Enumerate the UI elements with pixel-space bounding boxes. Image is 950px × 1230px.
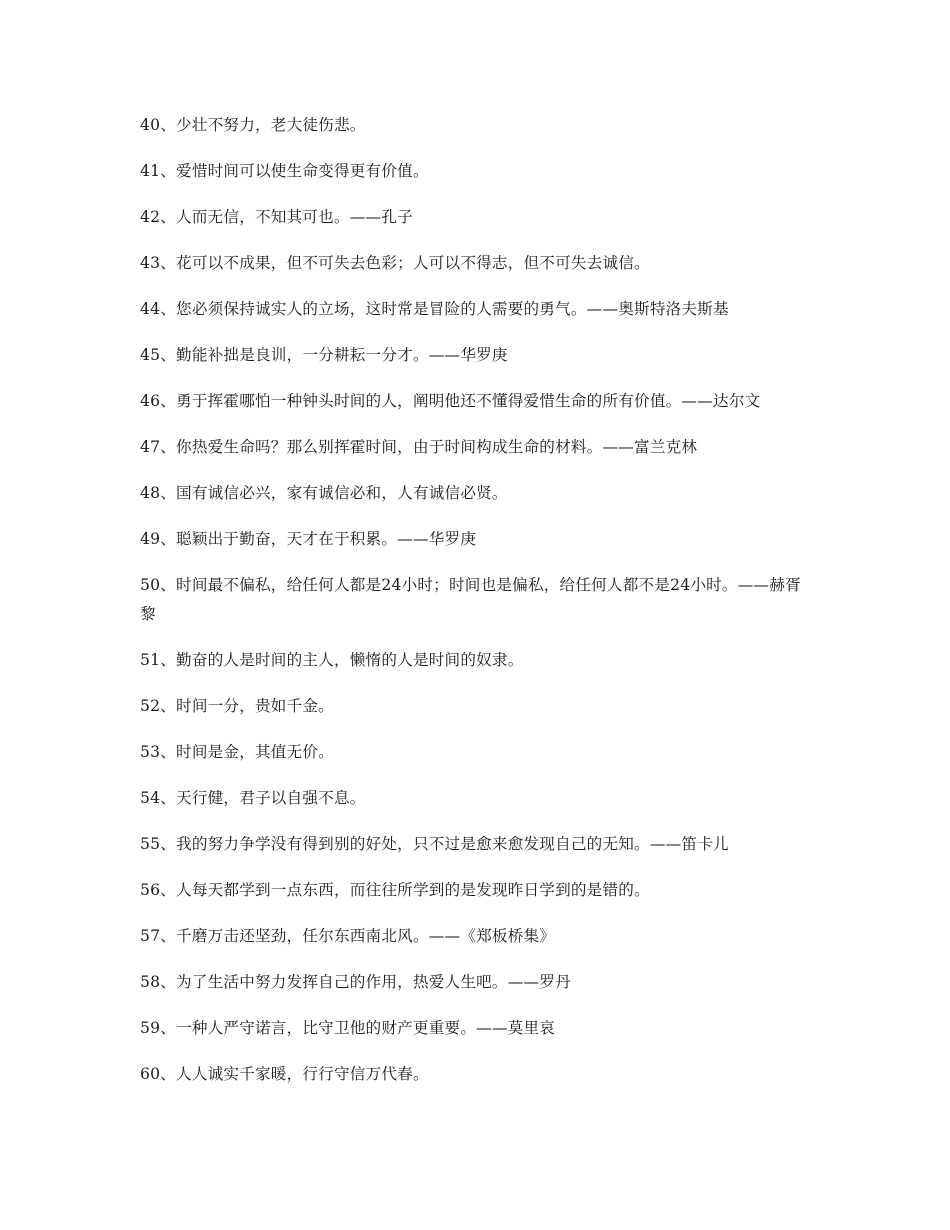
quote-line-40: 40、少壮不努力，老大徒伤悲。	[140, 116, 366, 134]
quote-line-60: 60、人人诚实千家暖，行行守信万代春。	[140, 1065, 429, 1083]
quote-line-47: 47、你热爱生命吗？那么别挥霍时间，由于时间构成生命的材料。——富兰克林	[140, 438, 698, 456]
quote-line-50: 50、时间最不偏私，给任何人都是24小时；时间也是偏私，给任何人都不是24小时。——赫胥黎	[140, 576, 801, 623]
quote-line-49: 49、聪颖出于勤奋，天才在于积累。——华罗庚	[140, 530, 477, 548]
quote-line-57: 57、千磨万击还坚劲，任尔东西南北风。——《郑板桥集》	[140, 927, 556, 945]
quote-list	[140, 111, 804, 1106]
quote-line-52: 52、时间一分，贵如千金。	[140, 697, 334, 715]
quote-line-45: 45、勤能补拙是良训，一分耕耘一分才。——华罗庚	[140, 346, 508, 364]
quote-line-48: 48、国有诚信必兴，家有诚信必和，人有诚信必贤。	[140, 484, 508, 502]
quote-line-41: 41、爱惜时间可以使生命变得更有价值。	[140, 162, 429, 180]
quote-line-46: 46、勇于挥霍哪怕一种钟头时间的人，阐明他还不懂得爱惜生命的所有价值。——达尔文	[140, 392, 761, 410]
quote-line-59: 59、一种人严守诺言，比守卫他的财产更重要。——莫里哀	[140, 1019, 556, 1037]
quote-line-58: 58、为了生活中努力发挥自己的作用，热爱人生吧。——罗丹	[140, 973, 571, 991]
quote-line-42: 42、人而无信，不知其可也。——孔子	[140, 208, 413, 226]
quote-line-55: 55、我的努力争学没有得到别的好处，只不过是愈来愈发现自己的无知。——笛卡儿	[140, 835, 729, 853]
quote-line-44: 44、您必须保持诚实人的立场，这时常是冒险的人需要的勇气。——奥斯特洛夫斯基	[140, 300, 729, 318]
quote-line-53: 53、时间是金，其值无价。	[140, 743, 334, 761]
quote-line-51: 51、勤奋的人是时间的主人，懒惰的人是时间的奴隶。	[140, 651, 524, 669]
quote-line-43: 43、花可以不成果，但不可失去色彩；人可以不得志，但不可失去诚信。	[140, 254, 650, 272]
quote-line-56: 56、人每天都学到一点东西，而往往所学到的是发现昨日学到的是错的。	[140, 881, 650, 899]
quote-line-54: 54、天行健，君子以自强不息。	[140, 789, 366, 807]
